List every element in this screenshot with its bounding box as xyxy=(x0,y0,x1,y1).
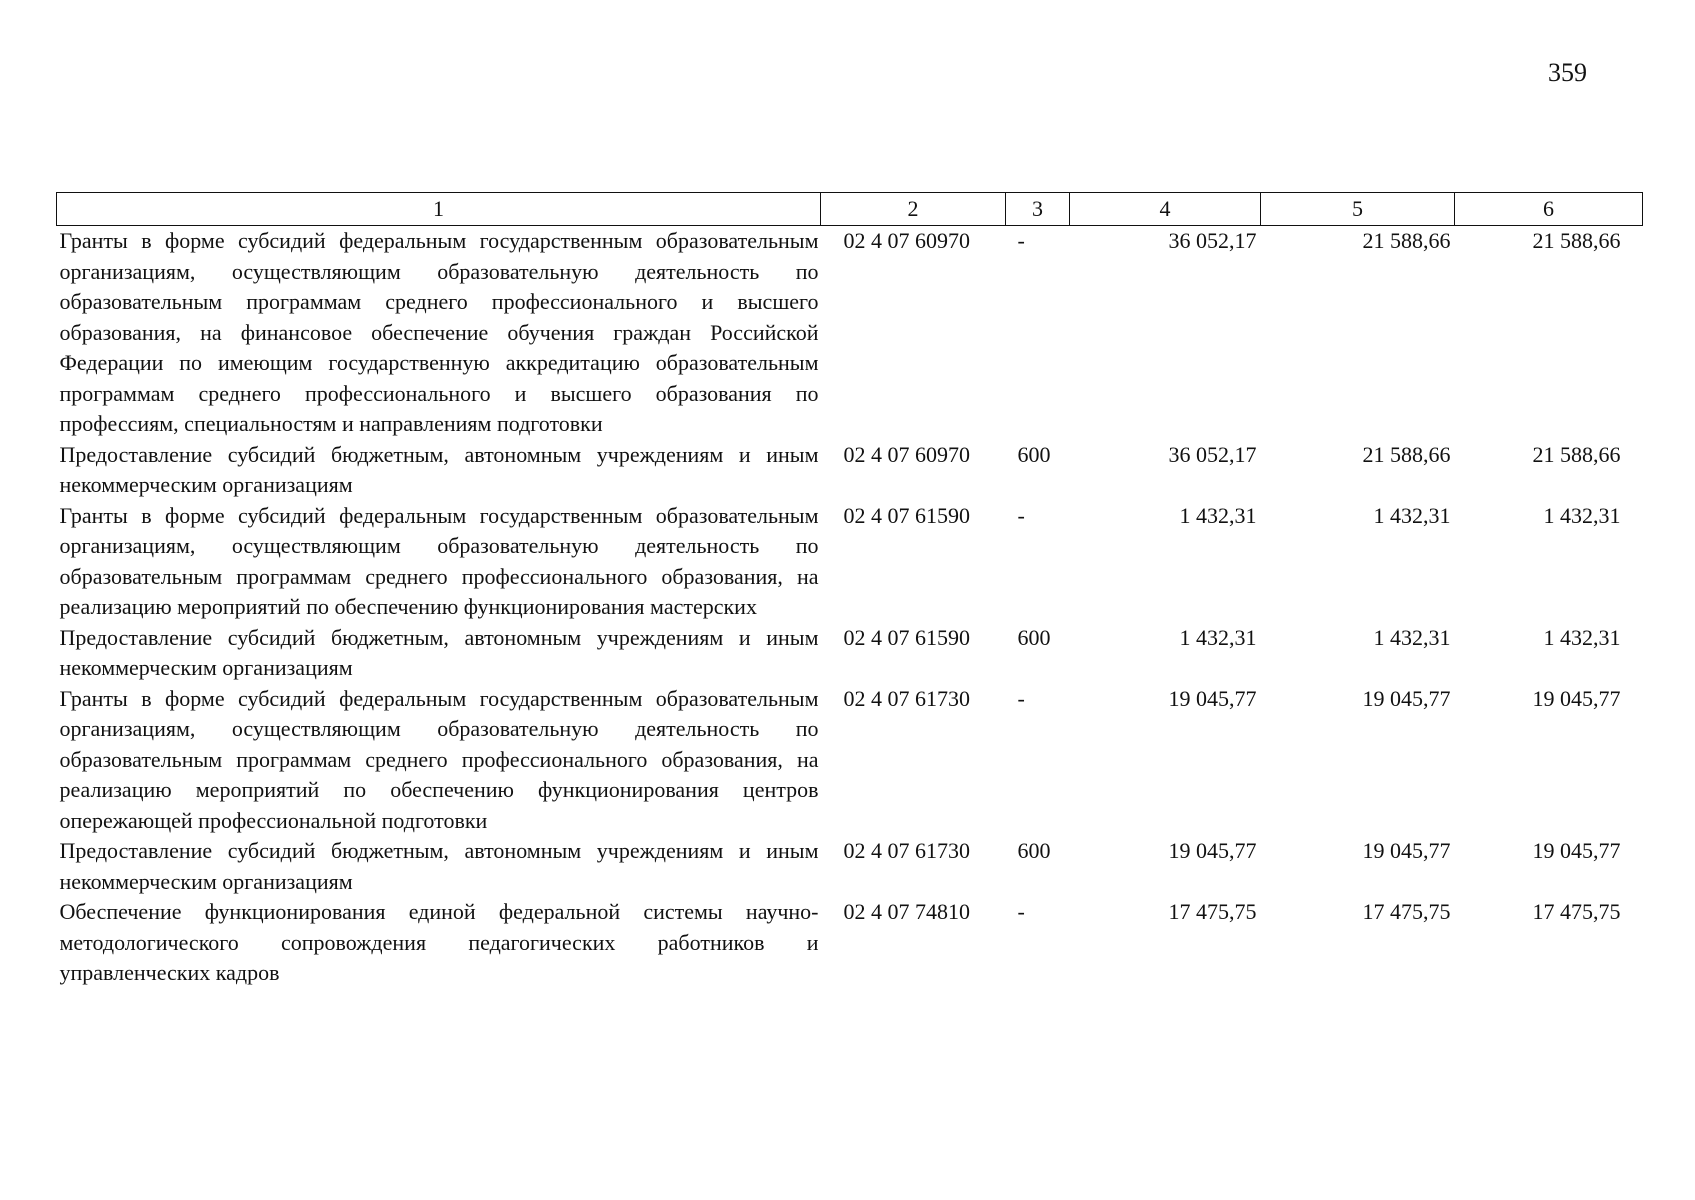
row-code: 02 4 07 61730 xyxy=(843,685,970,711)
row-type: - xyxy=(1017,502,1025,528)
row-value-6: 1 432,31 xyxy=(1543,624,1621,650)
row-name: Предоставление субсидий бюджетным, автономным учреждениям и иным некоммерческим организациям xyxy=(59,624,819,680)
row-name: Гранты в форме субсидий федеральным государственным образовательным организациям, осуществляющим образовательную деятельность по образовательным программам среднего профессионального образования, на реализацию мероприятий по обеспечению функционирования мастерских xyxy=(59,502,819,619)
page-number: 359 xyxy=(1548,58,1587,87)
row-type: 600 xyxy=(1017,838,1051,863)
row-name: Гранты в форме субсидий федеральным государственным образовательным организациям, осуществляющим образовательную деятельность по образовательным программам среднего профессионального и высшего образования, на финансовое обеспечение обучения граждан Российской Федерации по имеющим государственную аккредитацию образовательным программам среднего профессионального и высшего образования по профессиям, специальностям и направлениям подготовки xyxy=(59,228,819,436)
row-code: 02 4 07 61590 xyxy=(843,502,970,528)
row-value-5: 1 432,31 xyxy=(1373,502,1451,528)
column-header-3: 3 xyxy=(1006,193,1070,226)
row-value-5: 21 588,66 xyxy=(1362,228,1451,253)
row-value-4: 19 045,77 xyxy=(1168,838,1257,863)
row-value-4: 36 052,17 xyxy=(1168,228,1257,253)
row-name: Предоставление субсидий бюджетным, автономным учреждениям и иным некоммерческим организациям xyxy=(59,838,819,894)
table-row xyxy=(57,836,1643,897)
table-row xyxy=(57,501,1643,623)
table-row xyxy=(57,623,1643,684)
row-value-5: 19 045,77 xyxy=(1362,685,1451,711)
row-value-6: 21 588,66 xyxy=(1532,228,1621,253)
row-code: 02 4 07 60970 xyxy=(843,228,970,253)
row-value-5: 1 432,31 xyxy=(1373,624,1451,650)
row-value-4: 19 045,77 xyxy=(1168,685,1257,711)
row-value-4: 1 432,31 xyxy=(1179,502,1257,528)
row-type: - xyxy=(1017,685,1025,711)
row-code: 02 4 07 61590 xyxy=(843,624,970,650)
column-header-2: 2 xyxy=(821,193,1006,226)
table-header-row xyxy=(57,193,1643,226)
table-row xyxy=(57,226,1643,440)
column-header-1: 1 xyxy=(57,193,821,226)
row-value-6: 19 045,77 xyxy=(1532,838,1621,863)
column-header-4: 4 xyxy=(1070,193,1261,226)
table-row xyxy=(57,684,1643,837)
row-code: 02 4 07 60970 xyxy=(843,441,970,467)
column-header-5: 5 xyxy=(1261,193,1455,226)
row-name: Предоставление субсидий бюджетным, автономным учреждениям и иным некоммерческим организациям xyxy=(59,441,819,497)
row-value-6: 1 432,31 xyxy=(1543,502,1621,528)
row-value-5: 17 475,75 xyxy=(1362,899,1451,924)
row-type: - xyxy=(1017,228,1025,253)
column-header-6: 6 xyxy=(1455,193,1643,226)
row-value-6: 17 475,75 xyxy=(1532,899,1621,924)
row-value-4: 17 475,75 xyxy=(1168,899,1257,924)
row-name: Гранты в форме субсидий федеральным государственным образовательным организациям, осуществляющим образовательную деятельность по образовательным программам среднего профессионального образования, на реализацию мероприятий по обеспечению функционирования центров опережающей профессиональной подготовки xyxy=(59,685,819,833)
row-value-5: 19 045,77 xyxy=(1362,838,1451,863)
row-code: 02 4 07 74810 xyxy=(843,899,970,924)
row-type: - xyxy=(1017,899,1025,924)
row-type: 600 xyxy=(1017,441,1051,467)
row-code: 02 4 07 61730 xyxy=(843,838,970,863)
table-row xyxy=(57,440,1643,501)
row-value-4: 36 052,17 xyxy=(1168,441,1257,467)
row-value-4: 1 432,31 xyxy=(1179,624,1257,650)
row-value-6: 21 588,66 xyxy=(1532,441,1621,467)
table-row xyxy=(57,897,1643,989)
budget-table xyxy=(56,192,1643,989)
row-value-6: 19 045,77 xyxy=(1532,685,1621,711)
row-type: 600 xyxy=(1017,624,1051,650)
row-value-5: 21 588,66 xyxy=(1362,441,1451,467)
row-name: Обеспечение функционирования единой федеральной системы научно-методологического сопровождения педагогических работников и управленческих кадров xyxy=(59,899,819,985)
